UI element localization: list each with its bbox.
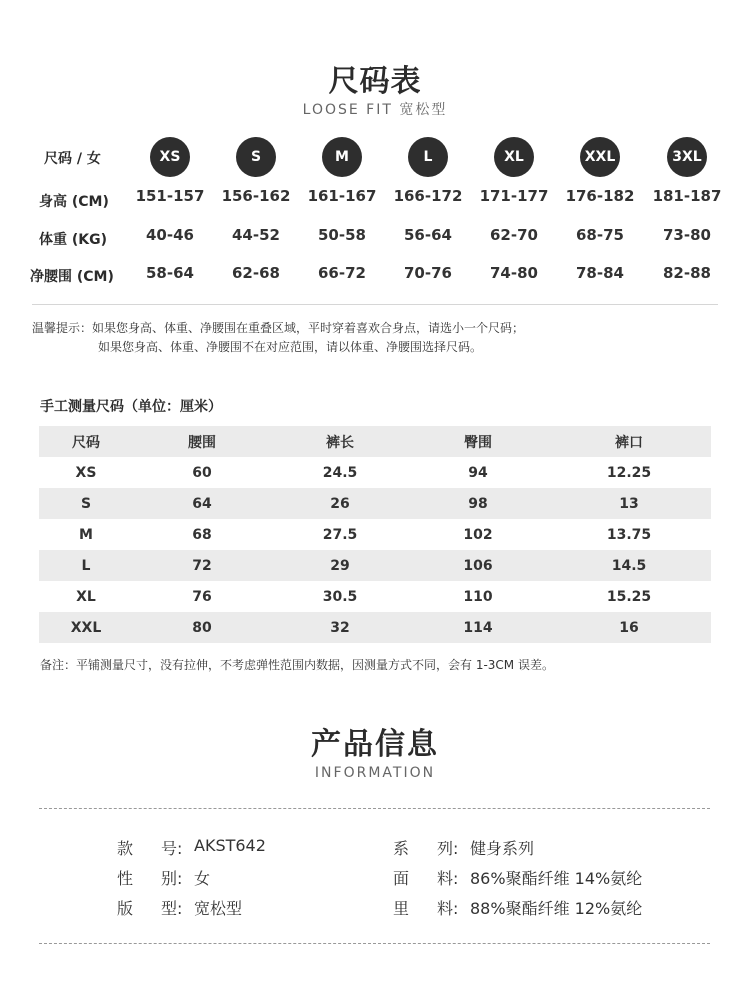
- weight-value: 62-70: [490, 226, 538, 244]
- info-label-char: 系: [393, 839, 410, 858]
- info-value-style-no: AKST642: [194, 836, 266, 855]
- header-length: 裤长: [326, 434, 354, 451]
- table-cell: S: [80, 495, 92, 512]
- table-cell: 14.5: [611, 557, 647, 574]
- table-row: [39, 519, 711, 550]
- info-label-lining: [393, 896, 458, 919]
- header-hem: 裤口: [615, 434, 643, 451]
- dashed-divider-top: [39, 808, 710, 809]
- height-value: 181-187: [652, 187, 722, 205]
- table-cell: 32: [330, 619, 350, 636]
- table-cell: L: [81, 557, 91, 574]
- table-cell: 13: [619, 495, 639, 512]
- weight-value: 56-64: [404, 226, 452, 244]
- row-label-waist: 净腰围 (CM): [30, 269, 114, 285]
- table-row: [39, 581, 711, 612]
- table-cell: 68: [192, 526, 212, 543]
- height-value: 176-182: [565, 187, 635, 205]
- info-label-char: 型:: [161, 899, 183, 918]
- table-cell: 12.25: [606, 464, 652, 481]
- size-badge-xxl: XXL: [580, 137, 620, 177]
- waist-value: 74-80: [490, 264, 538, 282]
- info-label-char: 性: [117, 869, 134, 888]
- size-header-label: 尺码 / 女: [44, 151, 101, 167]
- header-waist: 腰围: [188, 434, 216, 451]
- waist-value: 78-84: [576, 264, 624, 282]
- table-row: [39, 488, 711, 519]
- info-label-series: [393, 836, 458, 859]
- row-label-weight: 体重 (KG): [39, 232, 108, 248]
- tip-line-1: 温馨提示：如果您身高、体重、净腰围在重叠区域，平时穿着喜欢合身点，请选小一个尺码；: [32, 321, 525, 335]
- table-cell: 102: [463, 526, 493, 543]
- section-divider: [32, 304, 718, 305]
- size-badge-3xl: 3XL: [667, 137, 707, 177]
- waist-value: 66-72: [318, 264, 366, 282]
- info-label-fit: [117, 896, 182, 919]
- dashed-divider-bottom: [39, 943, 710, 944]
- info-label-char: 料:: [437, 899, 459, 918]
- info-label-char: 款: [117, 839, 134, 858]
- table-cell: 13.75: [606, 526, 652, 543]
- info-label-gender: [117, 866, 182, 889]
- table-cell: M: [79, 526, 93, 543]
- table-row: [39, 612, 711, 643]
- info-label-char: 版: [117, 899, 134, 918]
- table-cell: 24.5: [322, 464, 358, 481]
- waist-value: 58-64: [146, 264, 194, 282]
- table-cell: 26: [330, 495, 350, 512]
- table-cell: 110: [463, 588, 493, 605]
- weight-value: 40-46: [146, 226, 194, 244]
- height-value: 161-167: [307, 187, 377, 205]
- table-cell: 64: [192, 495, 212, 512]
- weight-value: 50-58: [318, 226, 366, 244]
- size-badge-m: M: [322, 137, 362, 177]
- waist-value: 62-68: [232, 264, 280, 282]
- info-value-fit: 宽松型: [194, 899, 243, 918]
- table-header-row: [39, 426, 711, 457]
- table-cell: 98: [468, 495, 488, 512]
- row-label-height: 身高 (CM): [39, 194, 109, 210]
- weight-value: 44-52: [232, 226, 280, 244]
- info-label-char: 里: [393, 899, 410, 918]
- table-cell: XL: [76, 588, 96, 605]
- table-cell: XS: [75, 464, 97, 481]
- waist-value: 70-76: [404, 264, 452, 282]
- table-cell: 76: [192, 588, 212, 605]
- info-label-char: 号:: [161, 839, 183, 858]
- header-size: 尺码: [72, 434, 100, 451]
- table-cell: 30.5: [322, 588, 358, 605]
- height-value: 151-157: [135, 187, 205, 205]
- info-label-char: 料:: [437, 869, 459, 888]
- info-value-gender: 女: [194, 869, 211, 888]
- table-cell: 16: [619, 619, 639, 636]
- table-cell: 15.25: [606, 588, 652, 605]
- table-row: [39, 457, 711, 488]
- header-hip: 臀围: [464, 434, 492, 451]
- table-cell: 72: [192, 557, 212, 574]
- height-value: 156-162: [221, 187, 291, 205]
- table-cell: 27.5: [322, 526, 358, 543]
- info-value-lining: 88%聚酯纤维 12%氨纶: [470, 899, 643, 918]
- table-cell: 80: [192, 619, 212, 636]
- table-cell: 60: [192, 464, 212, 481]
- measurement-table: [39, 426, 711, 643]
- product-info-title: 产品信息: [311, 727, 439, 762]
- table-cell: XXL: [70, 619, 102, 636]
- info-label-char: 面: [393, 869, 410, 888]
- product-info-subtitle: INFORMATION: [314, 765, 436, 781]
- info-label-char: 别:: [161, 869, 183, 888]
- waist-value: 82-88: [663, 264, 711, 282]
- size-chart-title: 尺码表: [328, 64, 422, 99]
- table-cell: 29: [330, 557, 350, 574]
- info-value-series: 健身系列: [470, 839, 535, 858]
- measurement-title: 手工测量尺码（单位：厘米）: [40, 399, 222, 415]
- height-value: 166-172: [393, 187, 463, 205]
- info-label-fabric: [393, 866, 458, 889]
- height-value: 171-177: [479, 187, 549, 205]
- tip-line-2: 如果您身高、体重、净腰围不在对应范围，请以体重、净腰围选择尺码。: [98, 340, 483, 354]
- info-label-char: 列:: [437, 839, 459, 858]
- table-cell: 106: [463, 557, 493, 574]
- info-label-style-no: [117, 836, 182, 859]
- size-badge-xl: XL: [494, 137, 534, 177]
- size-badge-s: S: [236, 137, 276, 177]
- size-chart-subtitle: LOOSE FIT 宽松型: [302, 102, 448, 118]
- size-badge-xs: XS: [150, 137, 190, 177]
- info-value-fabric: 86%聚酯纤维 14%氨纶: [470, 869, 643, 888]
- weight-value: 73-80: [663, 226, 711, 244]
- table-row: [39, 550, 711, 581]
- table-cell: 94: [468, 464, 488, 481]
- weight-value: 68-75: [576, 226, 624, 244]
- size-badge-l: L: [408, 137, 448, 177]
- measurement-remark: 备注：平铺测量尺寸，没有拉伸，不考虑弹性范围内数据，因测量方式不同，会有 1-3CM 误差。: [40, 658, 554, 672]
- table-cell: 114: [463, 619, 493, 636]
